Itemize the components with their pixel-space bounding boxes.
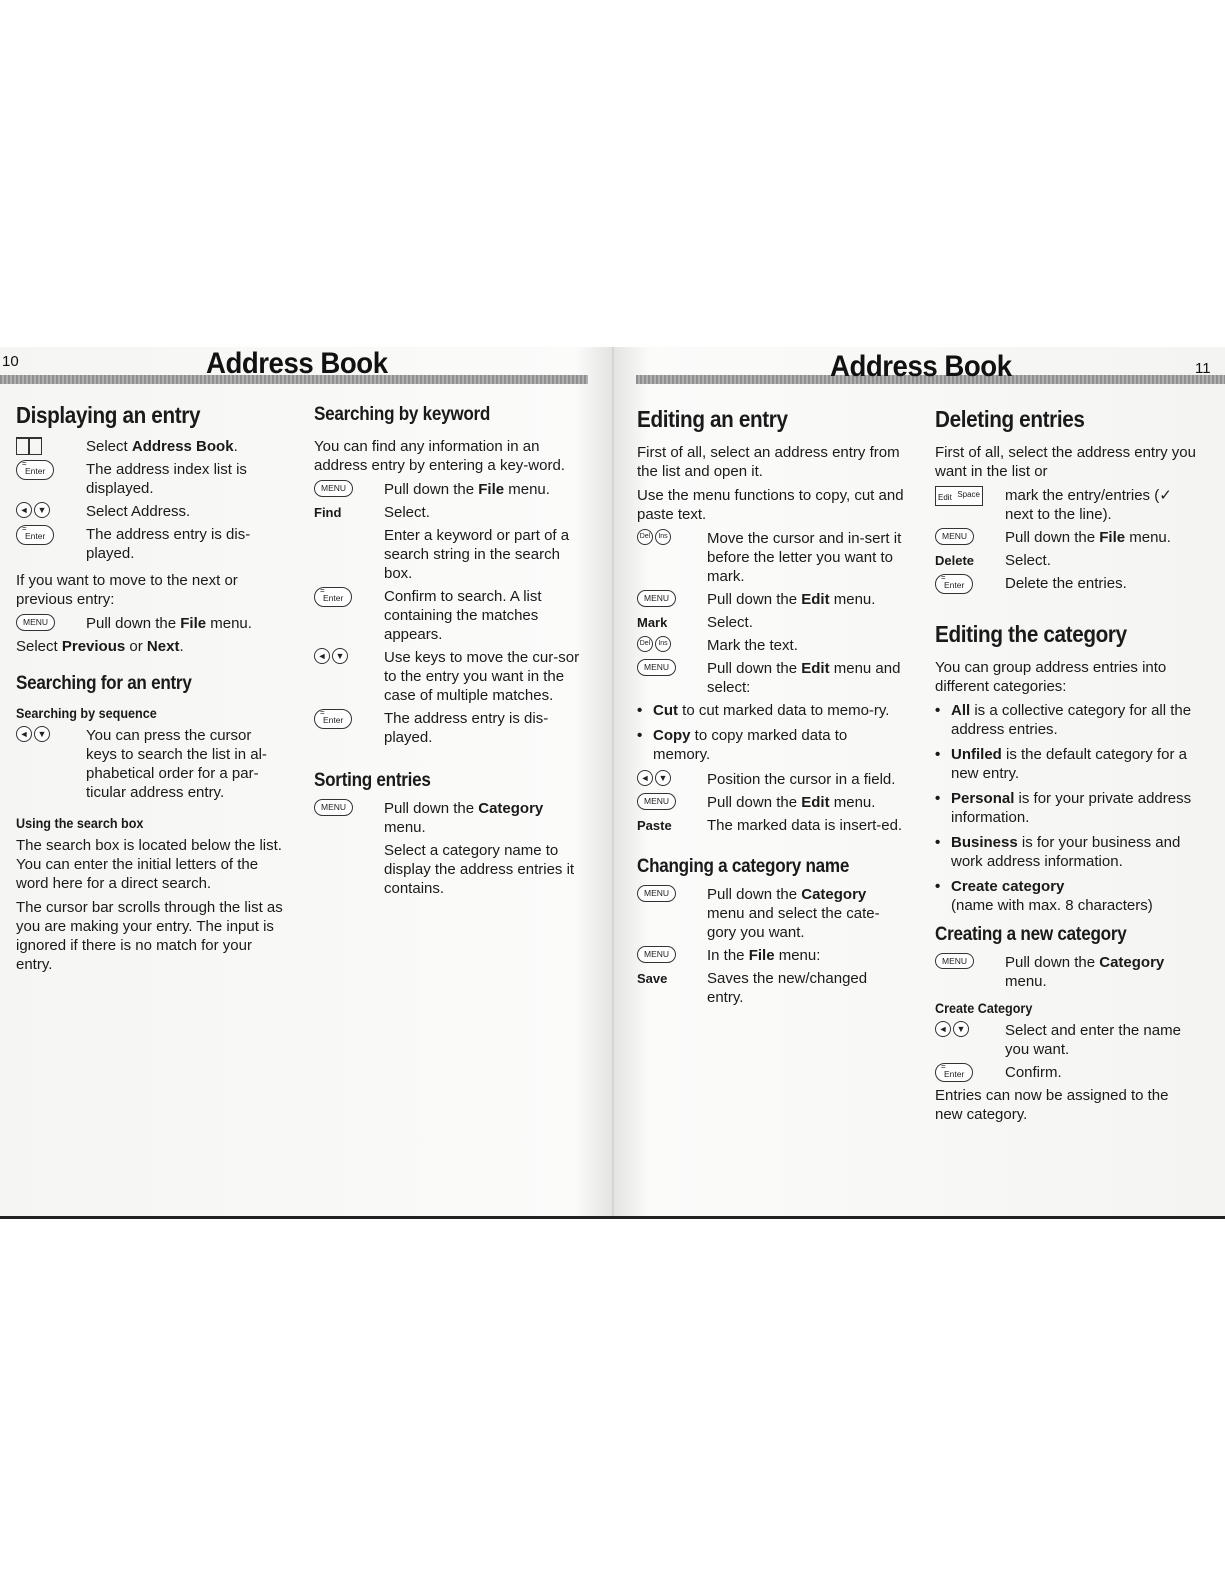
step-find: Find Select. bbox=[314, 504, 430, 521]
paragraph-delete-intro: First of all, select the address entry you want in the list or bbox=[935, 444, 1196, 480]
gutter bbox=[612, 347, 614, 1218]
step-save: Save Saves the new/changed entry. bbox=[637, 970, 868, 1006]
enter-key-icon: = Enter bbox=[935, 574, 973, 594]
step-position-cursor: ◄ ▼ Position the cursor in a field. bbox=[637, 770, 905, 789]
step-move-cursor: ◄ ▼ Use keys to move the cur-sor to the entry you want in the case of multiple matches. bbox=[314, 648, 586, 705]
edit-space-key-icon: Edit Space bbox=[935, 486, 983, 506]
right-col-1 bbox=[637, 405, 905, 1011]
step-confirm: = Enter Confirm. bbox=[935, 1063, 1200, 1083]
bullet-cut: • Cut to cut marked data to memo-ry. bbox=[637, 702, 890, 719]
cursor-keys-icon: ◄ ▼ bbox=[314, 648, 348, 664]
cursor-keys-icon: ◄ ▼ bbox=[16, 502, 50, 518]
left-col-1 bbox=[16, 401, 286, 979]
step-mark-entries: Edit Space mark the entry/entries (✓ next to the line). bbox=[935, 486, 1200, 524]
step-cursor-search: ◄ ▼ You can press the cursor keys to search the list in al-phabetical order for a par-ticular address entry. bbox=[16, 726, 286, 802]
heading-search-box: Using the search box bbox=[16, 815, 144, 831]
menu-key-icon: MENU bbox=[637, 793, 676, 810]
enter-key-icon: = Enter bbox=[935, 1063, 973, 1083]
heading-deleting-entries: Deleting entries bbox=[935, 406, 1085, 432]
step-delete-entries: = Enter Delete the entries. bbox=[935, 574, 1200, 594]
menu-key-icon: MENU bbox=[935, 528, 974, 545]
menu-key-icon: MENU bbox=[314, 799, 353, 816]
header-title-right: Address Book bbox=[830, 350, 1012, 383]
enter-key-icon: = Enter bbox=[16, 460, 54, 480]
step-category-menu: MENU Pull down the Category menu. bbox=[314, 799, 586, 837]
book-icon bbox=[16, 437, 42, 455]
step-edit-menu-select: MENU Pull down the Edit menu and select: bbox=[637, 659, 905, 697]
bullet-create-category: • Create category (name with max. 8 characters) bbox=[935, 877, 1153, 914]
enter-key-icon: = Enter bbox=[314, 709, 352, 729]
page-number-right: 11 bbox=[1195, 360, 1211, 377]
step-delete: Delete Select. bbox=[935, 552, 1051, 569]
step-move-cursor-insert: Del Ins Move the cursor and in-sert it before the letter you want to mark. bbox=[637, 529, 905, 586]
menu-key-icon: MENU bbox=[935, 953, 974, 970]
menu-key-icon: MENU bbox=[16, 614, 55, 631]
paragraph-assigned: Entries can now be assigned to the new category. bbox=[935, 1087, 1169, 1123]
header-title-left: Address Book bbox=[206, 347, 388, 380]
step-file-menu-3: MENU In the File menu: bbox=[637, 946, 905, 965]
step-file-menu: MENU Pull down the File menu. bbox=[16, 614, 286, 633]
spread-bottom-line bbox=[0, 1216, 1225, 1219]
step-select-category: Select a category name to display the address entries it contains. bbox=[384, 842, 575, 897]
step-entry-displayed: = Enter The address entry is dis-played. bbox=[16, 525, 286, 563]
step-entry-displayed-2: = Enter The address entry is dis-played. bbox=[314, 709, 586, 747]
right-col-2 bbox=[935, 405, 1200, 1129]
left-col-2 bbox=[314, 403, 586, 902]
enter-key-icon: = Enter bbox=[314, 587, 352, 607]
menu-key-icon: MENU bbox=[314, 480, 353, 497]
menu-key-icon: MENU bbox=[637, 590, 676, 607]
heading-changing-category: Changing a category name bbox=[637, 856, 850, 877]
bullet-personal: • Personal is for your private address information. bbox=[935, 789, 1192, 826]
bullet-business: • Business is for your business and work address information. bbox=[935, 833, 1181, 870]
paragraph-group-entries: You can group address entries into different categories: bbox=[935, 658, 1167, 695]
cursor-keys-icon: ◄ ▼ bbox=[637, 770, 671, 786]
step-index-displayed: = Enter The address index list is displayed. bbox=[16, 460, 286, 498]
step-mark: Mark Select. bbox=[637, 614, 753, 631]
step-file-menu-4: MENU Pull down the File menu. bbox=[935, 528, 1200, 547]
bullet-all: • All is a collective category for all the address entries. bbox=[935, 701, 1192, 738]
heading-by-keyword: Searching by keyword bbox=[314, 404, 491, 425]
heading-editing-entry: Editing an entry bbox=[637, 406, 788, 432]
cursor-keys-icon: ◄ ▼ bbox=[16, 726, 50, 742]
heading-create-category-cmd: Create Category bbox=[935, 999, 1033, 1016]
step-file-menu-2: MENU Pull down the File menu. bbox=[314, 480, 586, 499]
paragraph-cursor-bar: The cursor bar scrolls through the list as you are making your entry. The input is ignored if there is no match for your entry. bbox=[16, 899, 283, 973]
paragraph-keyword: You can find any information in an address entry by entering a key-word. bbox=[314, 438, 565, 474]
bullet-unfiled: • Unfiled is the default category for a new entry. bbox=[935, 745, 1187, 782]
bullet-copy: • Copy to copy marked data to memory. bbox=[637, 727, 848, 763]
step-select-book: Select Address Book. bbox=[16, 437, 286, 456]
spread-content bbox=[0, 347, 1225, 1218]
paragraph-next-entry: If you want to move to the next or previous entry: bbox=[16, 572, 238, 608]
del-ins-keys-icon: Del Ins bbox=[637, 636, 671, 652]
heading-editing-category: Editing the category bbox=[935, 620, 1127, 647]
heading-creating-category: Creating a new category bbox=[935, 923, 1127, 945]
del-ins-keys-icon: Del Ins bbox=[637, 529, 671, 545]
step-paste: Paste The marked data is insert-ed. bbox=[637, 817, 903, 834]
step-category-menu-3: MENU Pull down the Category menu. bbox=[935, 953, 1200, 991]
step-edit-menu-2: MENU Pull down the Edit menu. bbox=[637, 793, 905, 812]
step-confirm-search: = Enter Confirm to search. A list containing the matches appears. bbox=[314, 587, 586, 644]
menu-key-icon: MENU bbox=[637, 946, 676, 963]
paragraph-previous-next: Select Previous or Next. bbox=[16, 638, 184, 655]
heading-by-sequence: Searching by sequence bbox=[16, 705, 157, 721]
step-select-address: ◄ ▼ Select Address. bbox=[16, 502, 286, 521]
heading-displaying-entry: Displaying an entry bbox=[16, 402, 201, 428]
paragraph-search-box: The search box is located below the list. You can enter the initial letters of the word here for a direct search. bbox=[16, 837, 282, 892]
step-enter-keyword: Enter a keyword or part of a search string in the search box. bbox=[384, 527, 570, 582]
paragraph-menu-functions: Use the menu functions to copy, cut and paste text. bbox=[637, 487, 904, 523]
enter-key-icon: = Enter bbox=[16, 525, 54, 545]
heading-sorting: Sorting entries bbox=[314, 770, 431, 791]
step-enter-name: ◄ ▼ Select and enter the name you want. bbox=[935, 1021, 1200, 1059]
step-mark-text: Del Ins Mark the text. bbox=[637, 636, 905, 655]
cursor-keys-icon: ◄ ▼ bbox=[935, 1021, 969, 1037]
step-category-menu-2: MENU Pull down the Category menu and select the cate-gory you want. bbox=[637, 885, 905, 942]
paragraph-select-entry: First of all, select an address entry from the list and open it. bbox=[637, 444, 900, 480]
page-number-left: 10 bbox=[2, 353, 19, 370]
menu-key-icon: MENU bbox=[637, 659, 676, 676]
step-edit-menu: MENU Pull down the Edit menu. bbox=[637, 590, 905, 609]
menu-key-icon: MENU bbox=[637, 885, 676, 902]
heading-searching-entry: Searching for an entry bbox=[16, 673, 192, 694]
